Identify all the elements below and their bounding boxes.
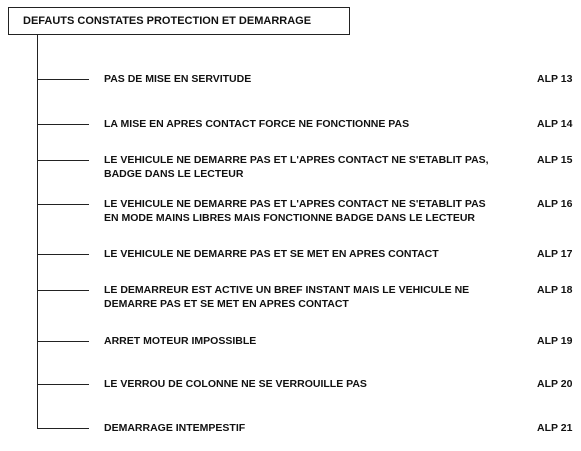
item-code-alp21: ALP 21 <box>537 422 573 434</box>
item-code-alp13: ALP 13 <box>537 73 573 85</box>
item-code-alp14: ALP 14 <box>537 118 573 130</box>
branch-line-alp13 <box>37 79 89 80</box>
branch-line-alp14 <box>37 124 89 125</box>
branch-line-alp18 <box>37 290 89 291</box>
tree-trunk-line <box>37 35 38 429</box>
item-label-alp19 <box>104 334 528 348</box>
item-label-line: DEMARRAGE INTEMPESTIF <box>104 422 246 434</box>
branch-line-alp21 <box>37 428 89 429</box>
item-code-alp18: ALP 18 <box>537 284 573 296</box>
item-label-line: EN MODE MAINS LIBRES MAIS FONCTIONNE BADGE DANS LE LECTEUR <box>104 212 476 224</box>
item-label-line: DEMARRE PAS ET SE MET EN APRES CONTACT <box>104 298 349 310</box>
item-label-alp16 <box>104 197 528 225</box>
branch-line-alp15 <box>37 160 89 161</box>
item-label-alp14 <box>104 117 528 131</box>
item-label-alp15 <box>104 153 528 181</box>
branch-line-alp17 <box>37 254 89 255</box>
item-label-alp21 <box>104 421 528 435</box>
item-code-alp17: ALP 17 <box>537 248 573 260</box>
item-code-alp20: ALP 20 <box>537 378 573 390</box>
item-label-line: LE VEHICULE NE DEMARRE PAS ET L'APRES CONTACT NE S'ETABLIT PAS <box>104 198 486 210</box>
item-code-alp15: ALP 15 <box>537 154 573 166</box>
branch-line-alp19 <box>37 341 89 342</box>
item-label-alp17 <box>104 247 528 261</box>
item-code-alp19: ALP 19 <box>537 335 573 347</box>
item-label-line: ARRET MOTEUR IMPOSSIBLE <box>104 335 257 347</box>
branch-line-alp16 <box>37 204 89 205</box>
item-label-alp20 <box>104 377 528 391</box>
item-label-line: LE VERROU DE COLONNE NE SE VERROUILLE PAS <box>104 378 367 390</box>
branch-line-alp20 <box>37 384 89 385</box>
item-label-line: LE VEHICULE NE DEMARRE PAS ET SE MET EN APRES CONTACT <box>104 248 439 260</box>
item-label-line: LE VEHICULE NE DEMARRE PAS ET L'APRES CONTACT NE S'ETABLIT PAS, <box>104 154 489 166</box>
item-label-alp18 <box>104 283 528 311</box>
item-label-line: BADGE DANS LE LECTEUR <box>104 168 244 180</box>
item-label-line: LE DEMARREUR EST ACTIVE UN BREF INSTANT MAIS LE VEHICULE NE <box>104 284 470 296</box>
item-code-alp16: ALP 16 <box>537 198 573 210</box>
item-label-alp13 <box>104 72 528 86</box>
item-label-line: LA MISE EN APRES CONTACT FORCE NE FONCTIONNE PAS <box>104 118 410 130</box>
diagram-title: DEFAUTS CONSTATES PROTECTION ET DEMARRAGE <box>8 7 350 35</box>
item-label-line: PAS DE MISE EN SERVITUDE <box>104 73 252 85</box>
